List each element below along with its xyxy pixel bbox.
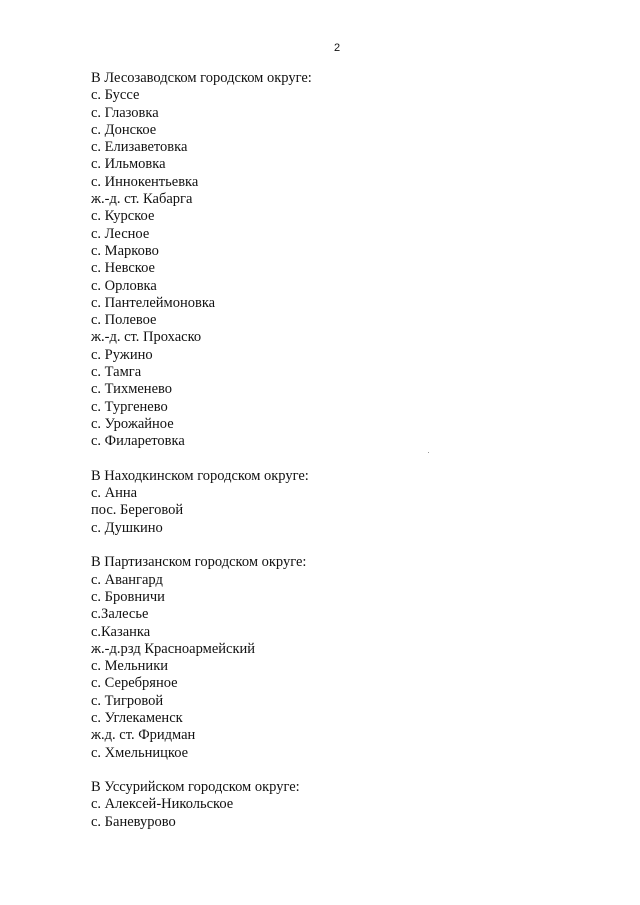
settlement-list-item: с. Пантелеймоновка — [91, 294, 216, 311]
settlement-list-item: с. Марково — [91, 242, 159, 259]
settlement-list-item: с. Иннокентьевка — [91, 173, 199, 190]
settlement-list-item: ж.-д. ст. Кабарга — [91, 191, 193, 208]
district-heading: В Лесозаводском городском округе: — [91, 70, 312, 86]
settlement-list-item: с. Урожайное — [91, 415, 174, 432]
settlement-list-item: с. Ружино — [91, 346, 153, 363]
settlement-list-item: с. Бровничи — [91, 588, 165, 605]
settlement-list-item: с. Елизаветовка — [91, 139, 188, 156]
settlement-list-item: с. Глазовка — [91, 104, 159, 121]
settlement-list-item: с. Углекаменск — [91, 709, 183, 726]
district-section — [91, 554, 551, 762]
settlement-list-item: с. Буссе — [91, 87, 140, 104]
district-heading: В Находкинском городском округе: — [91, 467, 309, 484]
settlement-list-item: с. Невское — [91, 260, 155, 277]
settlement-list-item: с. Полевое — [91, 312, 157, 329]
settlement-list-item: с. Тихменево — [91, 381, 172, 398]
settlement-list-item: с. Филаретовка — [91, 433, 185, 450]
settlement-list-item: с. Тигровой — [91, 692, 164, 709]
settlement-list-item: с. Лесное — [91, 225, 150, 242]
district-section — [91, 779, 551, 831]
district-heading: В Партизанском городском округе: — [91, 554, 307, 571]
settlement-list-item: с. Ильмовка — [91, 156, 166, 173]
settlement-list-item: с. Мельники — [91, 658, 168, 675]
settlement-list-item: с. Авангард — [91, 571, 163, 588]
settlement-list-item: ж.-д. ст. Прохаско — [91, 329, 202, 346]
document-body — [91, 70, 551, 848]
settlement-list-item: ж.-д.рзд Красноармейский — [91, 640, 256, 657]
settlement-list-item: с.Казанка — [91, 623, 151, 640]
district-heading: В Уссурийском городском округе: — [91, 779, 300, 796]
settlement-list-item: с. Серебряное — [91, 675, 178, 692]
district-section — [91, 70, 551, 451]
settlement-list-item: с. Душкино — [91, 519, 163, 536]
settlement-list-item: с. Донское — [91, 121, 157, 138]
scan-speck — [428, 452, 429, 453]
settlement-list-item: с. Курское — [91, 208, 155, 225]
settlement-list-item: с. Тамга — [91, 364, 142, 381]
settlement-list-item: с. Баневурово — [91, 813, 176, 830]
settlement-list-item: ж.д. ст. Фридман — [91, 727, 196, 744]
page-number: 2 — [334, 42, 341, 54]
settlement-list-item: с. Тургенево — [91, 398, 168, 415]
settlement-list-item: с. Анна — [91, 485, 138, 502]
settlement-list-item: с. Орловка — [91, 277, 157, 294]
district-section — [91, 468, 551, 537]
settlement-list-item: пос. Береговой — [91, 502, 184, 519]
settlement-list-item: с. Хмельницкое — [91, 744, 189, 761]
settlement-list-item: с.Залесье — [91, 606, 149, 623]
settlement-list-item: с. Алексей-Никольское — [91, 796, 234, 813]
